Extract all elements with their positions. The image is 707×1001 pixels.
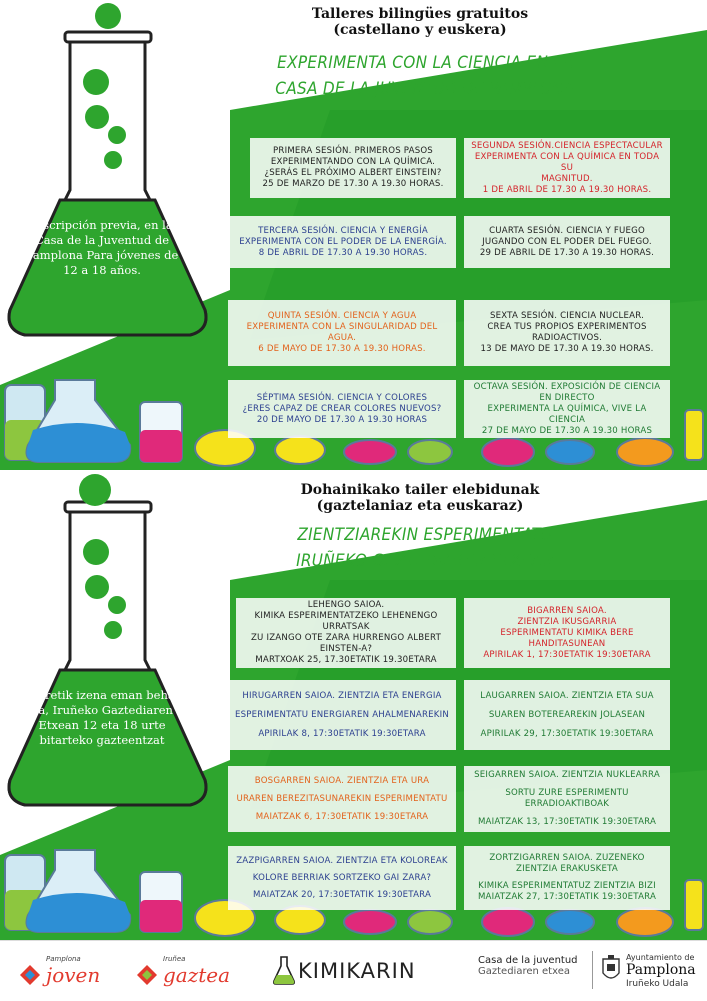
divider	[592, 951, 593, 989]
session-card	[228, 380, 456, 438]
session-title: HIRUGARREN SAIOA. ZIENTZIA ETA ENERGIA	[242, 690, 442, 701]
bubble	[104, 621, 122, 639]
logo-text: Ayuntamiento de	[626, 953, 695, 962]
session-card	[228, 300, 456, 366]
flask-icon	[272, 955, 296, 985]
session-title: PRIMERA SESIÓN. PRIMEROS PASOS	[273, 146, 433, 156]
session-text: ESPERIMENTATU KIMIKA BERE HANDITASUNEAN	[500, 627, 634, 649]
session-date: 25 DE MARZO DE 17.30 A 19.30 HORAS.	[262, 179, 444, 189]
logo-text: Gaztediaren etxea	[478, 966, 570, 977]
session-date: MARTXOAK 25, 17.30ETATIK 19.30ETARA	[255, 655, 437, 665]
session-date: APIRILAK 29, 17:30ETATIK 19:30ETARA	[480, 728, 654, 739]
session-title: ZORTZIGARREN SAIOA. ZUZENEKO ZIENTZIA ERAKUSKETA	[489, 853, 645, 874]
session-date: MAIATZAK 13, 17:30ETATIK 19:30ETARA	[477, 817, 657, 827]
session-text: EXPERIMENTA CON LA SINGULARIDAD DEL AGUA.	[246, 322, 438, 343]
session-date: APIRILAK 8, 17:30ETATIK 19:30ETARA	[258, 728, 426, 739]
session-title: SEGUNDA SESIÓN.CIENCIA ESPECTACULAR	[471, 140, 663, 151]
session-card	[464, 216, 670, 268]
bubble	[108, 596, 126, 614]
title	[210, 6, 630, 38]
irunea-gaztea-icon	[135, 963, 159, 987]
session-text: KIMIKA ESPERIMENTATZEKO LEHENENGO URRATSAK	[254, 611, 438, 632]
title-line: (gaztelaniaz eta euskaraz)	[316, 498, 524, 514]
session-text: EXPERIMENTANDO CON LA QUÍMICA.	[270, 157, 436, 167]
ayuntamiento-logo	[600, 949, 700, 993]
logo-text: Pamplona	[626, 962, 696, 978]
session-text: MAGNITUD.	[541, 173, 593, 184]
session-card	[228, 846, 456, 910]
basque-section	[0, 470, 707, 940]
bubble	[104, 151, 122, 169]
session-text: SUAREN BOTEREAREKIN JOLASEAN	[488, 709, 646, 720]
session-date: MAIATZAK 6, 17:30ETATIK 19:30ETARA	[255, 811, 429, 822]
title-line: Dohainikako tailer elebidunak	[300, 482, 540, 498]
session-card	[236, 598, 456, 668]
session-card	[464, 138, 670, 198]
session-title: SEIGARREN SAIOA. ZIENTZIA NUKLEARRA	[474, 770, 660, 780]
session-text: EXPERIMENTA CON LA QUÍMICA EN TODA SU	[474, 151, 660, 173]
session-text: ¿ERES CAPAZ DE CREAR COLORES NUEVOS?	[242, 403, 442, 414]
title-line: Talleres bilingües gratuitos	[311, 6, 529, 22]
session-text: KOLORE BERRIAK SORTZEKO GAI ZARA?	[252, 872, 432, 883]
session-text: JUGANDO CON EL PODER DEL FUEGO.	[482, 236, 652, 247]
session-date: 29 DE ABRIL DE 17.30 A 19.30 HORAS.	[479, 247, 655, 258]
kimikarin-logo	[272, 955, 442, 989]
session-card	[228, 680, 456, 750]
session-text: ¿SERÁS EL PRÓXIMO ALBERT EINSTEIN?	[264, 168, 442, 178]
headline-line: IRUÑEKO GAZTEDIAREN ETXEAN	[296, 551, 554, 571]
headline-line: ZIENTZIAREKIN ESPERIMENTATU	[297, 525, 553, 545]
session-text: ESPERIMENTATU ENERGIAREN AHALMENAREKIN	[235, 709, 449, 720]
bubble	[85, 575, 109, 599]
session-title: CUARTA SESIÓN. CIENCIA Y FUEGO	[489, 225, 645, 236]
session-card	[464, 380, 670, 438]
session-title: SÉPTIMA SESIÓN. CIENCIA Y COLORES	[256, 392, 428, 403]
session-date: 13 DE MAYO DE 17.30 A 19.30 HORAS.	[480, 344, 654, 354]
bubble	[83, 539, 109, 565]
session-date: MAIATZAK 20, 17:30ETATIK 19:30ETARA	[252, 889, 432, 900]
session-text: EXPERIMENTA LA QUÍMICA, VIVE LA CIENCIA	[487, 403, 647, 425]
session-card	[464, 300, 670, 366]
session-title: BIGARREN SAIOA.	[527, 605, 607, 616]
session-date: MAIATZAK 27, 17:30ETATIK 19:30ETARA	[477, 892, 657, 902]
session-title: BOSGARREN SAIOA. ZIENTZIA ETA URA	[254, 775, 430, 786]
session-title: ZAZPIGARREN SAIOA. ZIENTZIA ETA KOLOREAK	[236, 855, 448, 866]
session-date: 6 DE MAYO DE 17.30 A 19.30 HORAS.	[258, 344, 426, 354]
logo-text-small: Iruñea	[163, 955, 186, 963]
headline-line: EXPERIMENTA CON LA CIENCIA EN LA	[277, 53, 573, 73]
title	[210, 482, 630, 514]
logo-text: Casa de la juventud	[478, 955, 578, 966]
session-date: 20 DE MAYO DE 17.30 A 19.30 HORAS	[256, 414, 428, 425]
logo-text: gaztea	[163, 963, 231, 987]
spanish-section	[0, 0, 707, 470]
pamplona-joven-logo	[18, 951, 118, 991]
session-date: 1 DE ABRIL DE 17.30 A 19.30 HORAS.	[482, 184, 652, 195]
session-date: APIRILAK 1, 17:30ETATIK 19:30ETARA	[483, 649, 651, 660]
pamplona-joven-icon	[18, 963, 42, 987]
session-text: ZU IZANGO OTE ZARA HURRENGO ALBERT EINSTEN-A?	[250, 633, 442, 654]
session-text: URAREN BEREZITASUNAREKIN ESPERIMENTATU	[236, 793, 448, 804]
session-date: 27 DE MAYO DE 17.30 A 19.30 HORAS	[481, 425, 653, 436]
session-title: QUINTA SESIÓN. CIENCIA Y AGUA	[267, 311, 417, 321]
headline	[205, 50, 645, 102]
session-text: SORTU ZURE ESPERIMENTU ERRADIOAKTIBOAK	[505, 788, 629, 809]
session-title: TERCERA SESIÓN. CIENCIA Y ENERGÍA	[258, 225, 428, 236]
session-card	[228, 766, 456, 832]
coat-of-arms-icon	[600, 955, 622, 985]
session-card	[464, 766, 670, 832]
session-card	[464, 598, 670, 668]
logo-text-small: Pamplona	[46, 955, 81, 963]
session-title: LAUGARREN SAIOA. ZIENTZIA ETA SUA	[480, 690, 654, 701]
session-title: SEXTA SESIÓN. CIENCIA NUCLEAR.	[489, 311, 645, 321]
session-text: ZIENTZIA IKUSGARRIA	[517, 616, 617, 627]
logo-text: joven	[46, 963, 101, 987]
session-text: EXPERIMENTA CON EL PODER DE LA ENERGÍA.	[239, 236, 447, 247]
bubble	[83, 69, 109, 95]
sponsor-footer	[0, 940, 707, 1001]
session-card	[464, 680, 670, 750]
bubble	[108, 126, 126, 144]
registration-note: Aurretik izena eman behar da, Iruñeko Gaztediaren Etxean 12 eta 18 urte bitarteko gazteentzat	[23, 688, 181, 747]
logo-text: Iruñeko Udala	[626, 979, 689, 989]
session-text: KIMIKA ESPERIMENTATUZ ZIENTZIA BIZI	[478, 881, 656, 891]
logo-text: KIMIKARIN	[298, 959, 416, 983]
session-date: 8 DE ABRIL DE 17.30 A 19.30 HORAS.	[258, 247, 428, 258]
bubble	[79, 474, 111, 506]
session-text: CREA TUS PROPIOS EXPERIMENTOS RADIOACTIVOS.	[487, 322, 647, 343]
headline	[205, 522, 645, 574]
session-title: OCTAVA SESIÓN. EXPOSICIÓN DE CIENCIA EN DIRECTO	[473, 381, 661, 403]
session-card	[230, 216, 456, 268]
bubble	[95, 3, 121, 29]
session-card	[464, 846, 670, 910]
session-card	[250, 138, 456, 198]
casa-juventud-logo	[478, 955, 588, 989]
registration-note: Inscripción previa, en la Casa de la Juventud de Pamplona Para jóvenes de 12 a 18 años.	[25, 218, 179, 277]
session-title: LEHENGO SAIOA.	[307, 600, 385, 610]
title-line: (castellano y euskera)	[333, 22, 507, 38]
irunea-gaztea-logo	[135, 951, 231, 991]
bubble	[85, 105, 109, 129]
headline-line: CASA DE LA JUVENTUD DE PAMPLONA	[275, 79, 575, 99]
